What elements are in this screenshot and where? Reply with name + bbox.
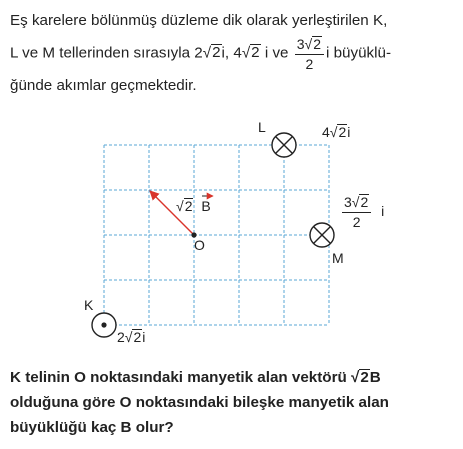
current-L: 4√2i bbox=[322, 124, 351, 140]
question-text-part: K telinin O noktasındaki manyetik alan vektörü bbox=[10, 369, 347, 386]
num-coef: 3 bbox=[296, 36, 305, 52]
question-text bbox=[10, 365, 460, 440]
current-unit: i bbox=[381, 203, 385, 220]
intro-line-1: Eş karelere bölünmüş düzleme dik olarak yerleştirilen K, bbox=[10, 12, 388, 29]
intro-line-3: ğünde akımlar geçmektedir. bbox=[10, 76, 197, 94]
radicand: 2 bbox=[133, 329, 142, 345]
intro-text: i ve bbox=[264, 44, 289, 62]
fraction-denominator: 2 bbox=[352, 213, 361, 230]
wire-L-into-page-icon bbox=[272, 133, 296, 157]
dashed-grid bbox=[104, 145, 329, 325]
current-M-fraction bbox=[342, 194, 371, 229]
radicand: 2 bbox=[360, 194, 369, 210]
label-L: L bbox=[258, 119, 266, 135]
question-line-1: K telinin O noktasındaki manyetik alan vektörü √2B bbox=[10, 369, 381, 386]
fraction-numerator: 3√2 bbox=[295, 36, 324, 55]
num-coef: 3 bbox=[344, 194, 352, 210]
intro-text: L ve M tellerinden sırasıyla 2 bbox=[10, 44, 203, 62]
label-M: M bbox=[332, 250, 344, 266]
label-O: O bbox=[194, 237, 205, 253]
question-line-3: büyüklüğü kaç B olur? bbox=[10, 419, 174, 436]
radicand: 2 bbox=[360, 369, 369, 386]
fraction-numerator: 3√2 bbox=[342, 194, 371, 213]
radicand: 2 bbox=[251, 44, 260, 62]
wire-K-out-of-page-icon bbox=[92, 313, 116, 337]
label-K: K bbox=[84, 297, 94, 313]
fraction-denominator: 2 bbox=[305, 55, 314, 72]
vector-label: √2 B bbox=[176, 198, 211, 214]
intro-line-2: L ve M tellerinden sırasıyla 2√2i, 4√2 i ve $\frac{3√2}{2}$ i büyüklü- bbox=[10, 36, 391, 72]
intro-text: i, 4 bbox=[221, 44, 242, 62]
vector-symbol: B bbox=[369, 369, 381, 386]
radicand: 2 bbox=[338, 124, 347, 140]
vector-symbol: B bbox=[201, 198, 211, 214]
current-coef: 4 bbox=[322, 124, 330, 140]
intro-text: i büyüklü- bbox=[326, 44, 391, 62]
wire-M-into-page-icon bbox=[310, 223, 334, 247]
current-unit: i bbox=[347, 124, 351, 140]
current-unit: i bbox=[142, 329, 146, 345]
current-M bbox=[340, 194, 384, 229]
radicand: 2 bbox=[184, 198, 193, 214]
radicand: 2 bbox=[313, 36, 321, 52]
current-coef: 2 bbox=[117, 329, 125, 345]
current-K: 2√2i bbox=[117, 329, 146, 345]
question-line-2: olduğuna göre O noktasındaki bileşke manyetik alan bbox=[10, 394, 389, 411]
radicand: 2 bbox=[212, 44, 221, 62]
